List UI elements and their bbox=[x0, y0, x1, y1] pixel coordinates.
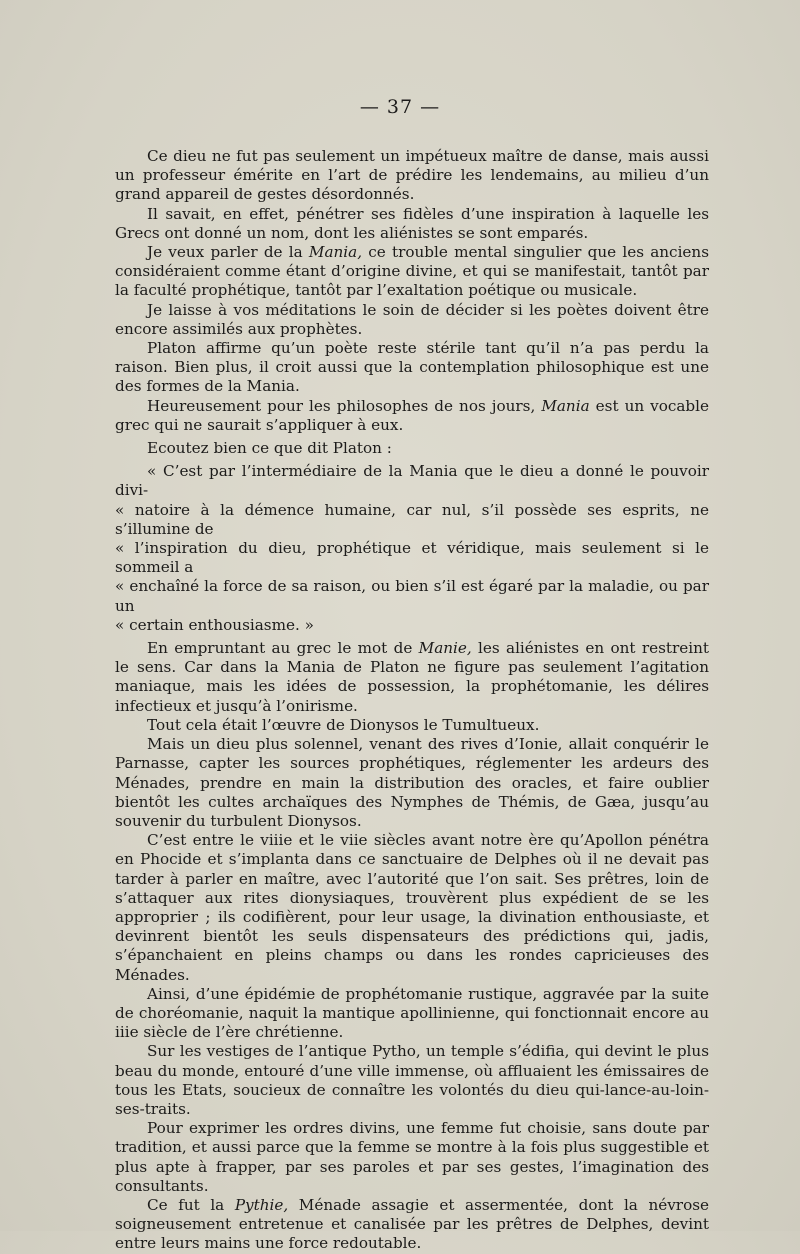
emphasis: Manie, bbox=[418, 639, 472, 658]
paragraph: Je veux parler de la Mania, ce trouble mental singulier que les anciens considéraient comme étant d’origine divine, et qui se manifestait, tantôt par la faculté prophétique, tantôt par l’exaltation poétique ou musicale. bbox=[115, 243, 709, 300]
paragraph: En empruntant au grec le mot de Manie, les aliénistes en ont restreint le sens. Car dans la Mania de Platon ne figure pas seulement l’agitation maniaque, mais les idées de possession, la prophétomanie, les délires infectieux et jusqu’à l’onirisme. bbox=[115, 639, 709, 715]
paragraph: Ce dieu ne fut pas seulement un impétueux maître de danse, mais aussi un professeur émérite en l’art de prédire les lendemains, au milieu d’un grand appareil de gestes désordonnés. bbox=[115, 147, 709, 204]
page-body bbox=[115, 147, 709, 1254]
paragraph: Ecoutez bien ce que dit Platon : bbox=[147, 439, 392, 458]
paragraph: Ainsi, d’une épidémie de prophétomanie rustique, aggravée par la suite de choréomanie, naquit la mantique apollinienne, qui fonctionnait encore au iiie siècle de l’ère chrétienne. bbox=[115, 984, 709, 1042]
quote-line: « certain enthousiasme. » bbox=[115, 615, 314, 634]
emphasis: Pythie, bbox=[234, 1195, 289, 1214]
paragraph: Mais un dieu plus solennel, venant des rives d’Ionie, allait conquérir le Parnasse, capter les sources prophétiques, réglementer les ardeurs des Ménades, prendre en main la distribution des oracles, et faire oublier bientôt les cultes archaïques des Nymphes de Thémis, de Gæa, jusqu’au souvenir du turbulent Dionysos. bbox=[115, 735, 709, 830]
quote-line: « enchaîné la force de sa raison, ou bien s’il est égaré par la maladie, ou par un bbox=[115, 577, 709, 615]
paragraph: Je laisse à vos méditations le soin de décider si les poètes doivent être encore assimilés aux prophètes. bbox=[115, 300, 709, 338]
paragraph: Tout cela était l’œuvre de Dionysos le Tumultueux. bbox=[147, 715, 540, 734]
paragraph: Il savait, en effet, pénétrer ses fidèles d’une inspiration à laquelle les Grecs ont donné un nom, dont les aliénistes se sont emparés. bbox=[115, 204, 709, 242]
quote-line: « natoire à la démence humaine, car nul, s’il possède ses esprits, ne s’illumine de bbox=[115, 500, 709, 538]
paragraph: C’est entre le viiie et le viie siècles avant notre ère qu’Apollon pénétra en Phocide et s’implanta dans ce sanctuaire de Delphes où il ne devait pas tarder à parler en maître, avec l’autorité que l’on sait. Ses prêtres, loin de s’attaquer aux rites dionysiaques, trouvèrent plus expédient de se les approprier ; ils codifièrent, pour leur usage, la divination enthousiaste, et devinrent bientôt les seuls dispensateurs des prédictions qui, jadis, s’épanchaient en pleins champs ou dans les rondes capricieuses des Ménades. bbox=[115, 831, 709, 984]
paragraph: Platon affirme qu’un poète reste stérile tant qu’il n’a pas perdu la raison. Bien plus, il croit aussi que la contemplation philosophique est une des formes de la Mania. bbox=[115, 339, 709, 396]
emphasis: Mania bbox=[541, 396, 590, 415]
quote-line: « l’inspiration du dieu, prophétique et véridique, mais seulement si le sommeil a bbox=[115, 539, 709, 577]
emphasis: Mania, bbox=[308, 243, 363, 262]
quote-line: « C’est par l’intermédiaire de la Mania que le dieu a donné le pouvoir divi- bbox=[115, 462, 709, 500]
paragraph: Sur les vestiges de l’antique Pytho, un temple s’édifia, qui devint le plus beau du monde, entouré d’une ville immense, où affluaient les émissaires de tous les Etats, soucieux de connaître les volontés du dieu qui-lance-au-loin-ses-traits. bbox=[115, 1042, 709, 1118]
paragraph: Ce fut la Pythie, Ménade assagie et assermentée, dont la névrose soigneusement entretenue et canalisée par les prêtres de Delphes, devint entre leurs mains une force redoutable. bbox=[115, 1195, 709, 1253]
paragraph: Heureusement pour les philosophes de nos jours, Mania est un vocable grec qui ne saurait s’appliquer à eux. bbox=[115, 396, 709, 434]
paragraph: Pour exprimer les ordres divins, une femme fut choisie, sans doute par tradition, et aussi parce que la femme se montre à la fois plus suggestible et plus apte à frapper, par ses paroles et par ses gestes, l’imagination des consultants. bbox=[115, 1119, 709, 1195]
page-number: — 37 — bbox=[359, 96, 441, 118]
